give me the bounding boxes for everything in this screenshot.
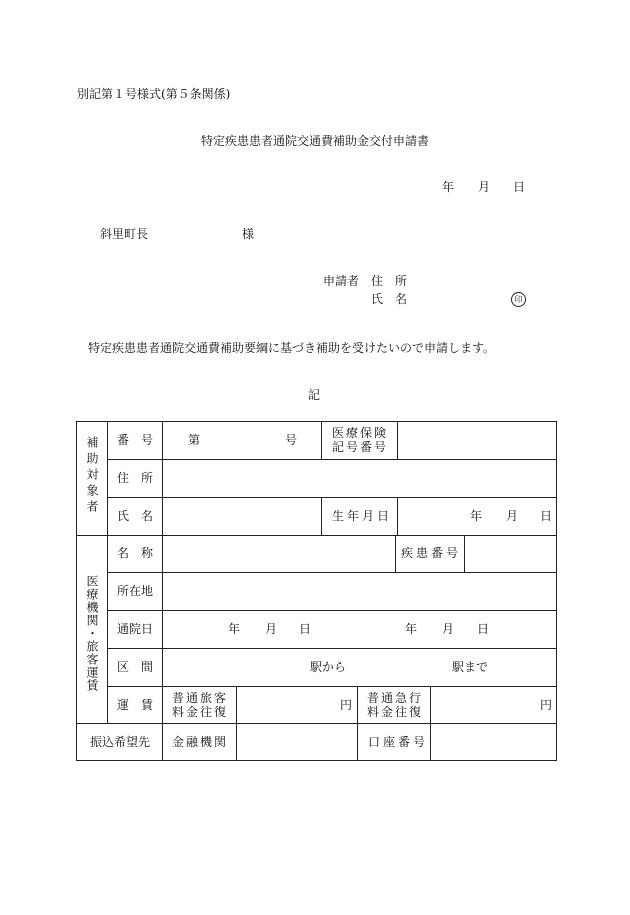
date-month-label: 月: [478, 180, 491, 194]
express-fare-line2: 料金往復: [366, 705, 423, 719]
birth-year-label: 年: [470, 509, 483, 523]
express-fare-line1: 普通急行: [366, 691, 423, 705]
applicant-name-label: 氏 名: [371, 292, 408, 306]
local-fare-line1: 普通旅客: [171, 691, 228, 705]
birthdate-label: 生年月日: [332, 509, 393, 523]
account-number-label: 口座番号: [368, 735, 429, 749]
visit2-day-label: 日: [477, 622, 490, 636]
birth-day-label: 日: [540, 509, 553, 523]
insurance-label-line1: 医療保険: [331, 426, 388, 440]
number-prefix: 第: [188, 433, 201, 447]
ki-heading: 記: [308, 388, 321, 402]
addressee-honorific: 様: [242, 227, 255, 241]
visit1-year-label: 年: [228, 622, 241, 636]
statement-text: 特定疾患患者通院交通費補助要綱に基づき補助を受けたいので申請します。: [88, 341, 496, 355]
disease-number-label: 疾患番号: [401, 546, 462, 560]
subject-group-label: 補助対象者: [85, 436, 99, 516]
birth-month-label: 月: [506, 509, 519, 523]
medical-group-label: 医療機関・旅客運賃: [85, 575, 99, 692]
insurance-label: [326, 426, 394, 454]
fare-label: 運 賃: [117, 698, 154, 712]
local-fare-label: [166, 691, 234, 719]
number-label: 番 号: [117, 433, 154, 447]
bank-label: 金融機関: [172, 735, 229, 749]
station-to-label: 駅まで: [452, 660, 489, 674]
insurance-label-line2: 記号番号: [331, 440, 388, 454]
station-from-label: 駅から: [310, 660, 347, 674]
section-label: 区 間: [117, 660, 154, 674]
institution-name-label: 名 称: [117, 546, 154, 560]
applicant-address-label: 住 所: [371, 274, 408, 288]
express-fare-label: [361, 691, 429, 719]
location-label: 所在地: [117, 584, 154, 598]
seal-mark-icon: 印: [511, 292, 526, 307]
address-label: 住 所: [117, 471, 154, 485]
addressee-name: 斜里町長: [100, 227, 149, 241]
applicant-label: 申請者: [323, 274, 360, 288]
local-fare-line2: 料金往復: [171, 705, 228, 719]
visit1-month-label: 月: [265, 622, 278, 636]
yen-label-2: 円: [540, 698, 553, 712]
yen-label-1: 円: [340, 698, 353, 712]
visit-date-label: 通院日: [117, 622, 154, 636]
form-title: 特定疾患患者通院交通費補助金交付申請書: [201, 134, 430, 148]
date-day-label: 日: [513, 180, 526, 194]
form-number: 別記第１号様式(第５条関係): [77, 87, 231, 101]
date-year-label: 年: [442, 180, 455, 194]
visit2-year-label: 年: [405, 622, 418, 636]
name-label: 氏 名: [117, 509, 154, 523]
number-suffix: 号: [285, 433, 298, 447]
visit1-day-label: 日: [299, 622, 312, 636]
visit2-month-label: 月: [442, 622, 455, 636]
transfer-label: 振込希望先: [90, 735, 151, 749]
